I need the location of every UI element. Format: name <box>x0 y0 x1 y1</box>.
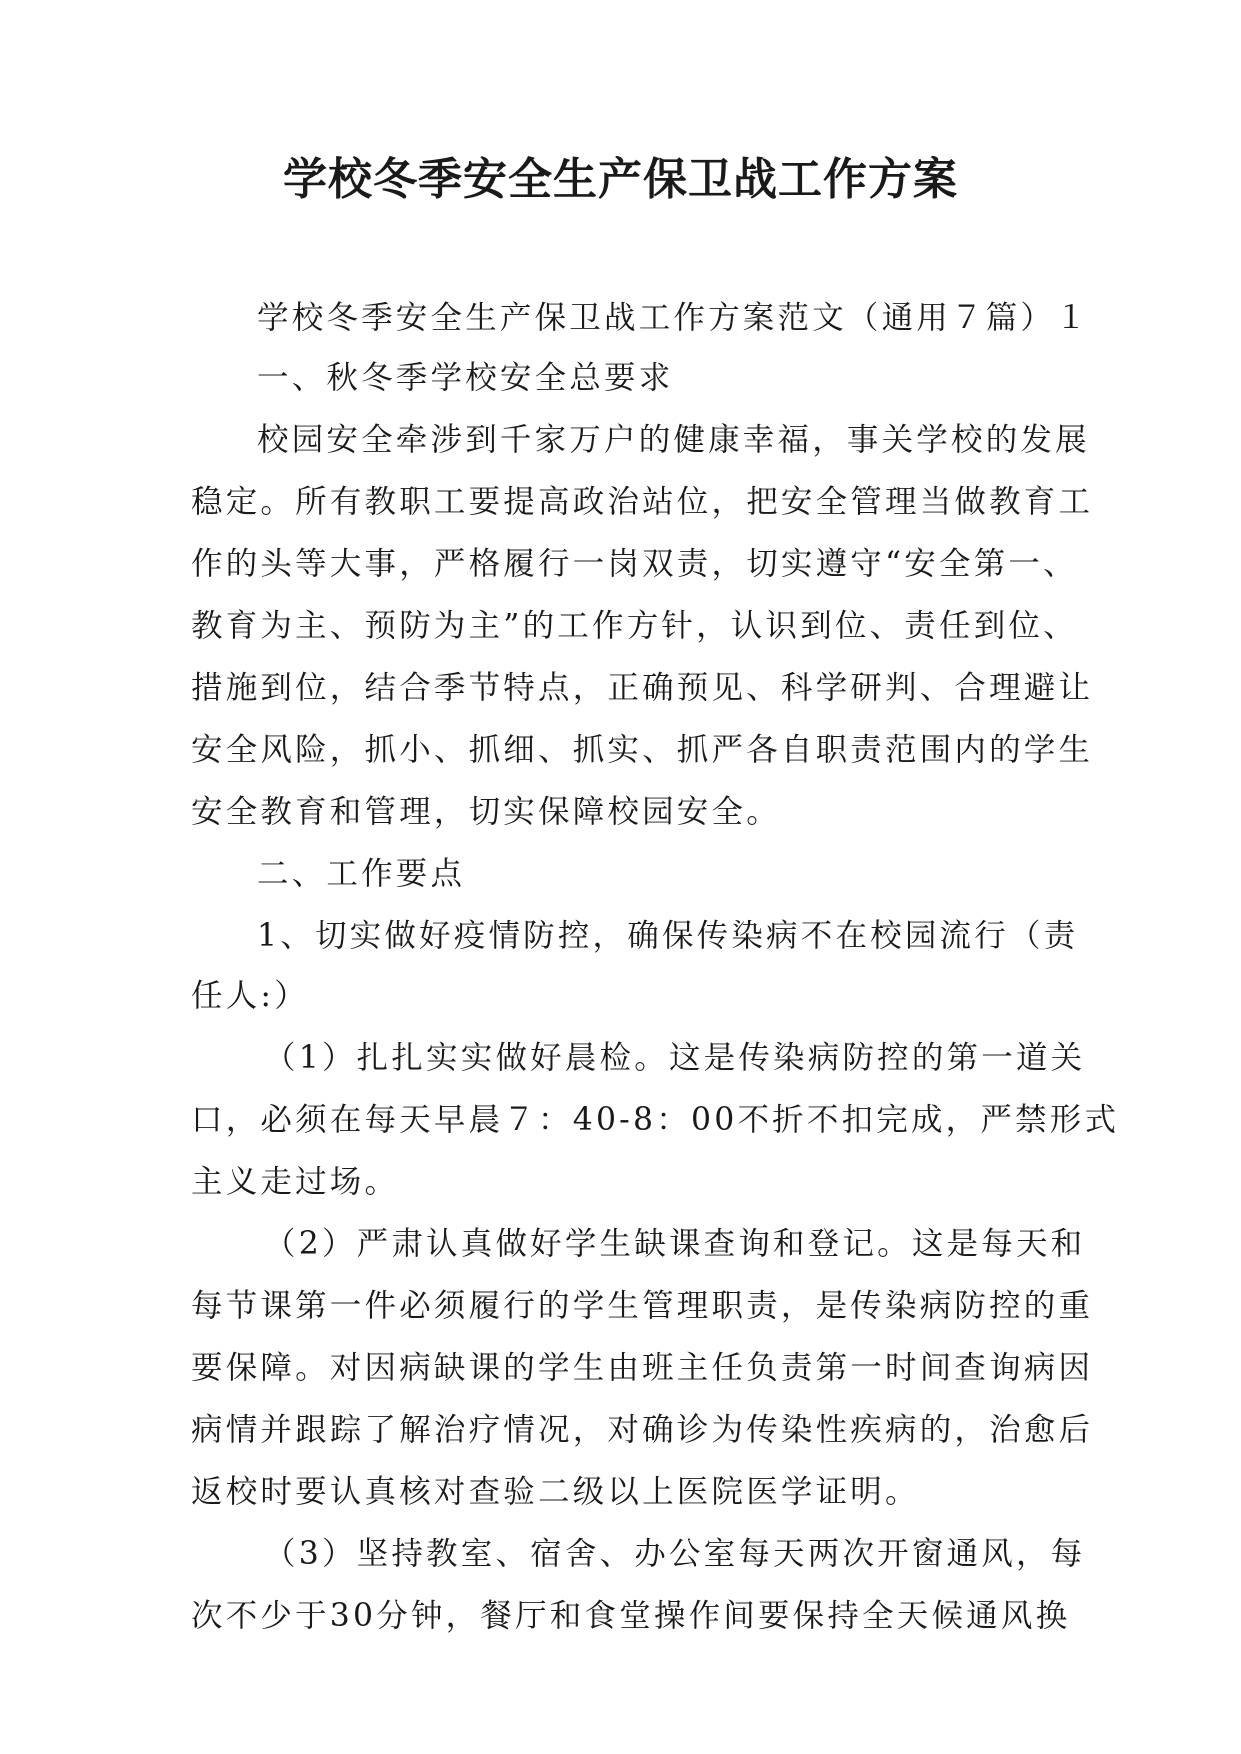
body-line: 稳定。所有教职工要提高政治站位，把安全管理当做教育工 <box>191 484 1094 520</box>
body-line: 病情并跟踪了解治疗情况，对确诊为传染性疾病的，治愈后 <box>191 1412 1094 1448</box>
body-line: （3）坚持教室、宿舍、办公室每天两次开窗通风，每 <box>264 1536 1086 1572</box>
body-line: 学校冬季安全生产保卫战工作方案范文（通用７篇）１ <box>257 300 1090 336</box>
document-title: 学校冬季安全生产保卫战工作方案 <box>283 154 958 205</box>
body-line: 口，必须在每天早晨７：40-8：00不折不扣完成，严禁形式 <box>191 1102 1120 1138</box>
body-line: 安全教育和管理，切实保障校园安全。 <box>191 794 781 830</box>
body-line: 每节课第一件必须履行的学生管理职责，是传染病防控的重 <box>191 1288 1094 1324</box>
body-line: 主义走过场。 <box>191 1164 400 1200</box>
body-line: 1、切实做好疫情防控，确保传染病不在校园流行（责 <box>257 918 1079 954</box>
body-line: 次不少于30分钟，餐厅和食堂操作间要保持全天候通风换 <box>191 1598 1071 1634</box>
body-line: 措施到位，结合季节特点，正确预见、科学研判、合理避让 <box>191 670 1094 706</box>
section-heading: 一、秋冬季学校安全总要求 <box>257 360 674 396</box>
section-heading: 二、工作要点 <box>257 856 466 892</box>
body-line: （1）扎扎实实做好晨检。这是传染病防控的第一道关 <box>264 1040 1086 1076</box>
body-line: 返校时要认真核对查验二级以上医院医学证明。 <box>191 1474 920 1510</box>
body-line: 校园安全牵涉到千家万户的健康幸福，事关学校的发展 <box>257 422 1090 458</box>
body-line: 作的头等大事，严格履行一岗双责，切实遵守“安全第一、 <box>191 546 1078 582</box>
body-line: 任人:） <box>191 978 309 1014</box>
body-line: （2）严肃认真做好学生缺课查询和登记。这是每天和 <box>264 1226 1086 1262</box>
body-line: 安全风险，抓小、抓细、抓实、抓严各自职责范围内的学生 <box>191 732 1094 768</box>
body-line: 要保障。对因病缺课的学生由班主任负责第一时间查询病因 <box>191 1350 1094 1386</box>
body-line: 教育为主、预防为主”的工作方针，认识到位、责任到位、 <box>191 608 1078 644</box>
